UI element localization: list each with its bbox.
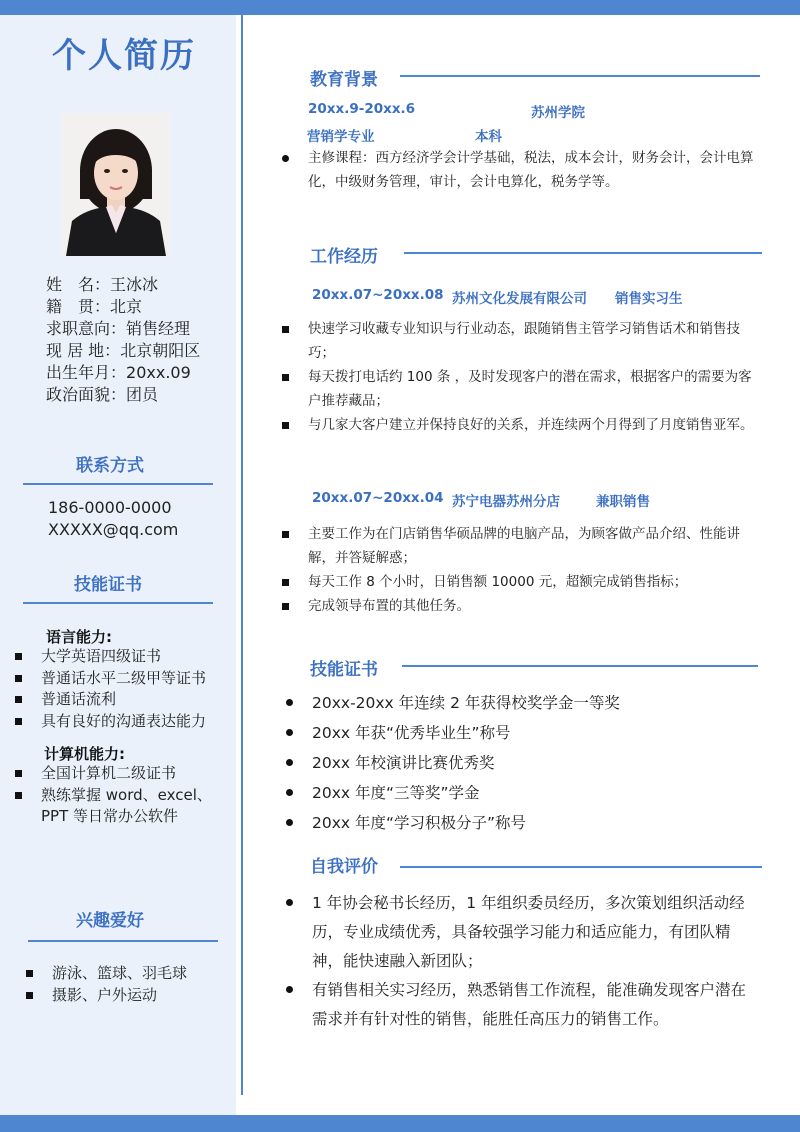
education-degree: 本科 <box>475 129 502 145</box>
hobbies-rule <box>28 940 218 942</box>
contact-rule <box>23 483 213 485</box>
square-bullet-icon <box>15 792 22 799</box>
self-eval-heading: 自我评价 <box>310 857 378 877</box>
bottom-accent-bar <box>0 1115 800 1132</box>
side-skills-heading: 技能证书 <box>74 575 142 595</box>
info-value: 团员 <box>126 385 159 404</box>
square-bullet-icon <box>15 718 22 725</box>
hobbies-heading: 兴趣爱好 <box>76 911 144 931</box>
list-item-text: 每天拨打电话约 100 条 ，及时发现客户的潜在需求，根据客户的需要为客户推荐藏品； <box>308 369 752 409</box>
phone-number: 186-0000-0000 <box>48 498 172 517</box>
list-item-text: 普通话流利 <box>41 690 117 708</box>
info-row-hometown <box>46 296 200 318</box>
certificates-list <box>282 688 752 838</box>
list-item <box>26 985 226 1007</box>
list-item <box>282 748 752 778</box>
list-item-text: 大学英语四级证书 <box>41 647 162 665</box>
contact-heading: 联系方式 <box>76 456 144 476</box>
info-label: 姓 名： <box>46 275 111 294</box>
info-label: 现 居 地： <box>46 341 121 360</box>
job-period: 20xx.07~20xx.04 <box>312 490 444 506</box>
square-bullet-icon <box>15 770 22 777</box>
square-bullet-icon <box>15 675 22 682</box>
square-bullet-icon <box>282 422 289 429</box>
page-title: 个人简历 <box>52 36 196 76</box>
list-item-text: 熟练掌握 word、excel、PPT 等日常办公软件 <box>41 785 212 825</box>
list-item <box>282 778 752 808</box>
list-item <box>278 594 756 618</box>
self-eval-rule <box>400 866 762 868</box>
info-value: 王冰冰 <box>110 275 159 294</box>
language-list <box>15 646 230 732</box>
square-bullet-icon <box>282 579 289 586</box>
list-item-text: 与几家大客户建立并保持良好的关系，并连续两个月得到了月度销售亚军。 <box>308 417 754 433</box>
list-item-text: 20xx 年校演讲比赛优秀奖 <box>312 754 495 772</box>
list-item <box>278 146 758 194</box>
work-heading: 工作经历 <box>310 247 378 267</box>
list-item-text: 20xx 年度“学习积极分子”称号 <box>312 814 527 832</box>
list-item-text: 主要工作为在门店销售华硕品牌的电脑产品，为顾客做产品介绍、性能讲解，并答疑解惑； <box>308 526 740 566</box>
list-item <box>282 808 752 838</box>
certificates-rule <box>402 665 758 667</box>
language-label: 语言能力: <box>46 628 112 646</box>
list-item-text: 20xx 年获“优秀毕业生”称号 <box>312 724 511 742</box>
square-bullet-icon <box>15 696 22 703</box>
hobbies-list <box>26 963 226 1006</box>
list-item <box>282 976 750 1034</box>
list-item-text: 20xx-20xx 年连续 2 年获得校奖学金一等奖 <box>312 694 620 712</box>
list-item <box>278 570 756 594</box>
list-item <box>15 711 230 733</box>
list-item-text: 具有良好的沟通表达能力 <box>41 711 207 730</box>
square-bullet-icon <box>26 970 33 977</box>
list-item-text: 有销售相关实习经历，熟悉销售工作流程，能准确发现客户潜在需求并有针对性的销售，能胜任高压力的销售工作。 <box>312 981 747 1028</box>
list-item-text: 游泳、篮球、羽毛球 <box>52 964 188 982</box>
square-bullet-icon <box>282 531 289 538</box>
list-item-text: 1 年协会秘书长经历，1 年组织委员经历，多次策划组织活动经历，专业成绩优秀，具备较强学习能力和适应能力，有团队精神，能快速融入新团队； <box>312 894 745 970</box>
list-item-text: 全国计算机二级证书 <box>41 764 177 782</box>
job-company: 苏宁电器苏州分店 <box>452 494 560 510</box>
education-school: 苏州学院 <box>531 105 585 121</box>
vertical-divider <box>241 15 243 1095</box>
list-item <box>282 688 752 718</box>
computer-label: 计算机能力: <box>44 745 125 763</box>
square-bullet-icon <box>26 992 33 999</box>
work-rule <box>404 252 762 254</box>
info-row-name <box>46 274 200 296</box>
education-heading: 教育背景 <box>310 70 378 90</box>
job-period: 20xx.07~20xx.08 <box>312 287 444 303</box>
side-skills-rule <box>23 602 213 604</box>
list-item-text: 20xx 年度“三等奖”学金 <box>312 784 480 802</box>
computer-list <box>15 763 220 828</box>
list-item-text: 快速学习收藏专业知识与行业动态，跟随销售主管学习销售话术和销售技巧； <box>308 321 740 361</box>
list-item <box>15 668 230 690</box>
round-bullet-icon <box>286 699 293 706</box>
info-value: 北京 <box>110 297 143 316</box>
square-bullet-icon <box>15 653 22 660</box>
list-item <box>15 785 220 828</box>
list-item <box>15 763 220 785</box>
round-bullet-icon <box>286 986 293 993</box>
square-bullet-icon <box>282 374 289 381</box>
certificates-heading: 技能证书 <box>310 660 378 680</box>
list-item <box>282 718 752 748</box>
list-item <box>26 963 226 985</box>
education-courses <box>278 146 758 194</box>
round-bullet-icon <box>286 729 293 736</box>
info-label: 政治面貌： <box>46 385 127 404</box>
square-bullet-icon <box>282 603 289 610</box>
job-duties-list <box>278 522 756 618</box>
education-period: 20xx.9-20xx.6 <box>308 101 416 117</box>
round-bullet-icon <box>286 789 293 796</box>
list-item-text: 主修课程：西方经济学会计学基础，税法，成本会计，财务会计，会计电算化，中级财务管理，审计，会计电算化，税务学等。 <box>308 150 754 190</box>
education-major: 营销学专业 <box>307 129 375 145</box>
list-item <box>282 889 750 976</box>
education-rule <box>400 75 760 77</box>
info-row-political <box>46 384 200 406</box>
email-address: XXXXX@qq.com <box>48 520 179 539</box>
personal-info <box>46 274 200 406</box>
list-item-text: 每天工作 8 个小时，日销售额 10000 元，超额完成销售指标； <box>308 574 688 590</box>
job-role: 销售实习生 <box>615 291 683 307</box>
info-row-residence <box>46 340 200 362</box>
info-label: 籍 贯： <box>46 297 111 316</box>
list-item <box>278 365 756 413</box>
self-eval-list <box>282 889 750 1034</box>
info-label: 出生年月： <box>46 363 127 382</box>
job-company: 苏州文化发展有限公司 <box>452 291 587 307</box>
round-bullet-icon <box>286 899 293 906</box>
list-item-text: 摄影、户外运动 <box>52 985 158 1004</box>
list-item <box>15 646 230 668</box>
top-accent-bar <box>0 0 800 15</box>
list-item <box>278 522 756 570</box>
info-row-intention <box>46 318 200 340</box>
info-value: 20xx.09 <box>126 363 191 382</box>
info-row-birth <box>46 362 200 384</box>
info-value: 北京朝阳区 <box>120 341 201 360</box>
list-item <box>278 413 756 437</box>
round-bullet-icon <box>282 155 289 162</box>
contact-block <box>48 497 178 541</box>
info-label: 求职意向： <box>46 319 127 338</box>
list-item-text: 普通话水平二级甲等证书 <box>41 668 207 687</box>
info-value: 销售经理 <box>126 319 191 338</box>
square-bullet-icon <box>282 326 289 333</box>
round-bullet-icon <box>286 819 293 826</box>
portrait-image <box>62 113 170 256</box>
round-bullet-icon <box>286 759 293 766</box>
list-item <box>278 317 756 365</box>
job-duties-list <box>278 317 756 437</box>
list-item <box>15 689 230 711</box>
profile-photo <box>62 113 170 256</box>
job-role: 兼职销售 <box>596 494 650 510</box>
list-item-text: 完成领导布置的其他任务。 <box>308 598 470 614</box>
